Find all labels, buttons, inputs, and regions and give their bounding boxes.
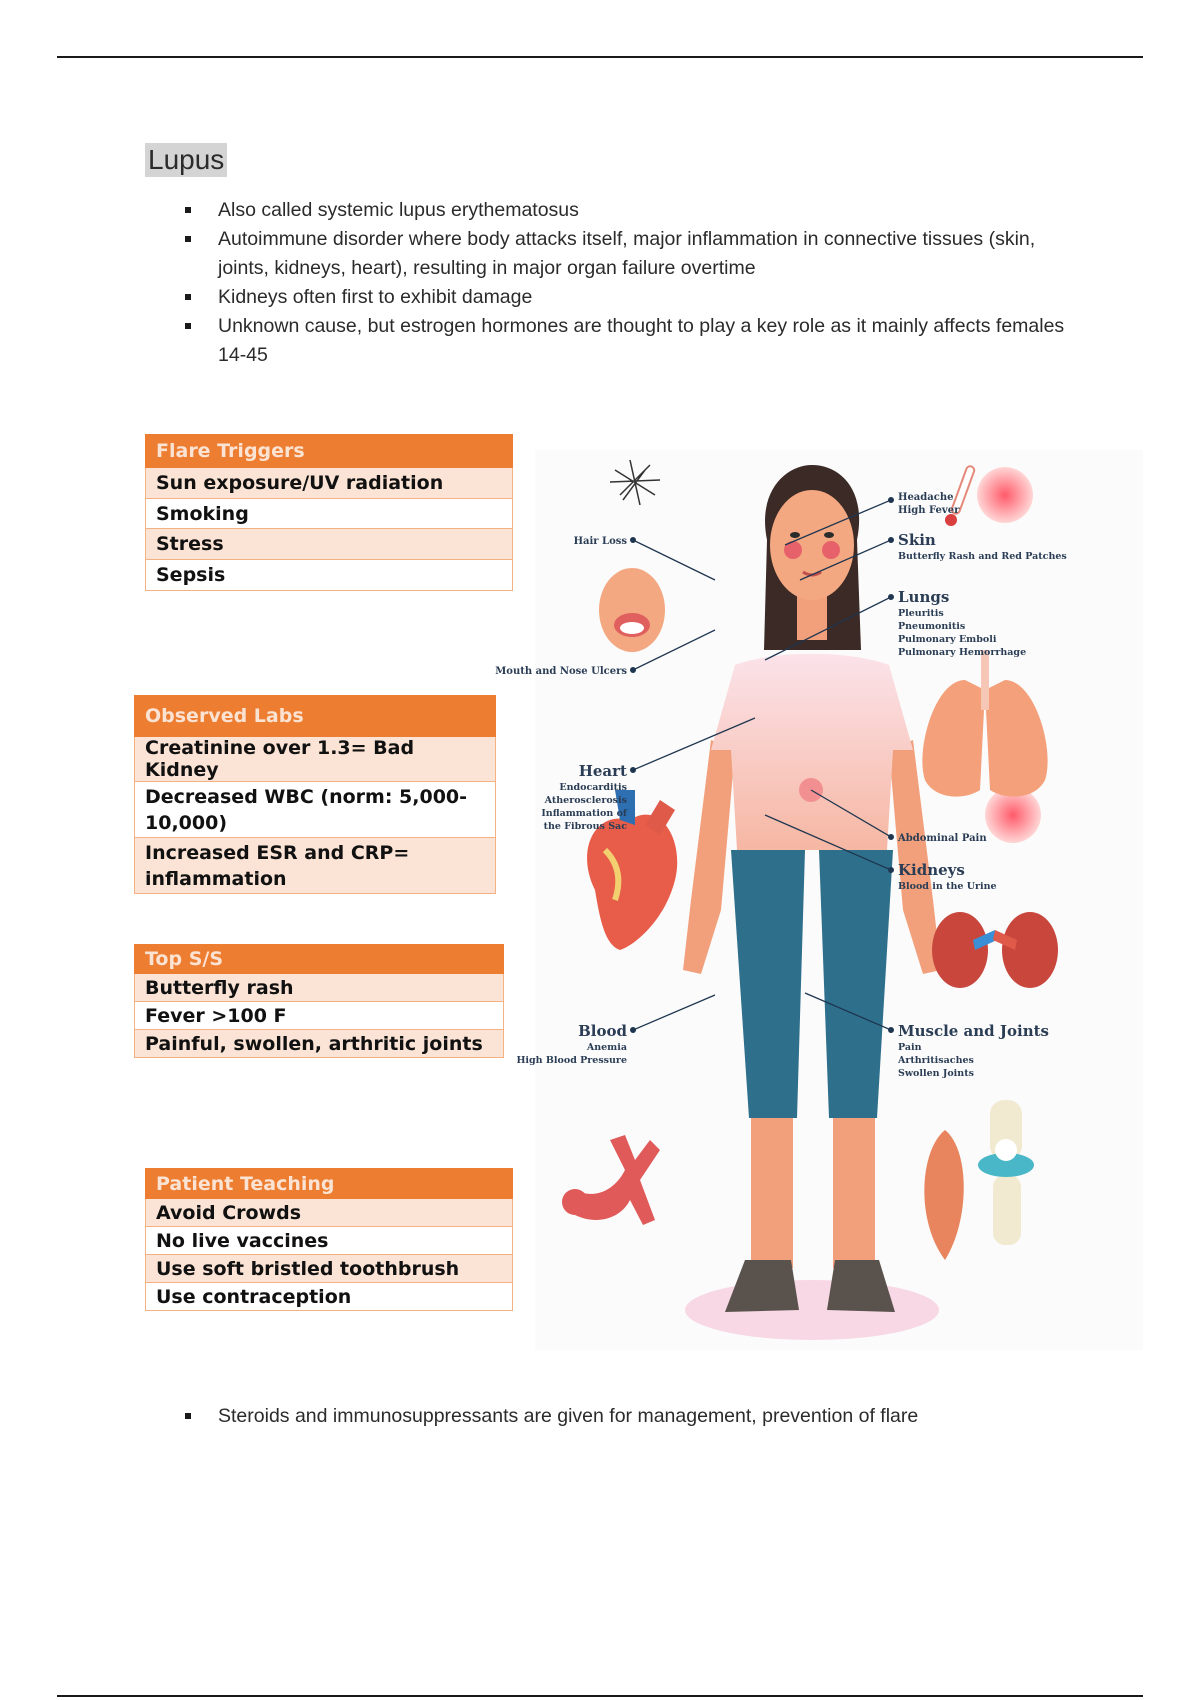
lupus-symptoms-illustration — [495, 450, 1143, 1350]
patient-teaching-table — [145, 1168, 513, 1311]
table-cell: No live vaccines — [146, 1227, 513, 1255]
mouth-ulcer-icon — [599, 568, 665, 652]
muscle-title: Muscle and Joints — [898, 1022, 1049, 1040]
left-eye — [790, 532, 800, 538]
closing-bullet-list — [180, 1402, 1080, 1431]
muscle-item: Swollen Joints — [898, 1068, 974, 1079]
floor-shadow — [685, 1280, 939, 1340]
page-title: Lupus — [145, 143, 227, 177]
table-header: Flare Triggers — [146, 435, 513, 468]
table-cell: Sepsis — [146, 560, 513, 591]
lungs-item: Pulmonary Hemorrhage — [898, 647, 1027, 658]
headache-glow-icon — [977, 467, 1033, 523]
table-cell: Butterfly rash — [135, 974, 504, 1002]
lungs-title: Lungs — [898, 588, 950, 606]
table-cell: Increased ESR and CRP= inflammation — [135, 838, 496, 894]
bottom-rule — [57, 1695, 1143, 1697]
table-cell: Stress — [146, 529, 513, 560]
blood-title: Blood — [578, 1022, 627, 1040]
table-cell: Avoid Crowds — [146, 1199, 513, 1227]
muscle-item: Pain — [898, 1042, 922, 1053]
lower-leg-right — [833, 1118, 875, 1268]
bullet-item: Also called systemic lupus erythematosus — [180, 196, 1080, 225]
lungs-item: Pleuritis — [898, 608, 944, 619]
lungs-item: Pneumonitis — [898, 621, 966, 632]
muscle-item: Arthritisaches — [898, 1055, 974, 1066]
table-cell: Smoking — [146, 499, 513, 529]
flare-triggers-table — [145, 434, 513, 591]
kidneys-item: Blood in the Urine — [898, 881, 997, 892]
top-rule — [57, 56, 1143, 58]
hair-loss-label: Hair Loss — [573, 536, 627, 547]
fever-label: High Fever — [898, 505, 960, 516]
right-cheek-rash — [822, 541, 840, 559]
kidneys-title: Kidneys — [898, 861, 965, 879]
bullet-item: Autoimmune disorder where body attacks itself, major inflammation in connective tissues (skin, joints, kidneys, heart), resulting in major organ failure overtime — [180, 225, 1080, 283]
heart-title: Heart — [578, 762, 627, 780]
heart-item: the Fibrous Sac — [543, 821, 627, 832]
shirt — [711, 654, 913, 850]
bullet-item: Kidneys often first to exhibit damage — [180, 283, 1080, 312]
skin-item: Butterfly Rash and Red Patches — [898, 551, 1067, 562]
intro-bullet-list — [180, 196, 1080, 370]
lungs-item: Pulmonary Emboli — [898, 634, 997, 645]
table-cell: Creatinine over 1.3= Bad Kidney — [135, 737, 496, 782]
abdominal-pain-label: Abdominal Pain — [898, 833, 987, 844]
mouth-ulcers-label: Mouth and Nose Ulcers — [495, 666, 627, 677]
blood-item: Anemia — [586, 1042, 627, 1053]
table-header: Patient Teaching — [146, 1169, 513, 1199]
table-cell: Decreased WBC (norm: 5,000-10,000) — [135, 782, 496, 838]
heart-item: Endocarditis — [559, 782, 627, 793]
bullet-item: Unknown cause, but estrogen hormones are thought to play a key role as it mainly affects females 14-45 — [180, 312, 1080, 370]
top-ss-table — [134, 944, 504, 1058]
table-cell: Use contraception — [146, 1283, 513, 1311]
table-cell: Fever >100 F — [135, 1002, 504, 1030]
table-header: Observed Labs — [135, 696, 496, 737]
table-header: Top S/S — [135, 945, 504, 974]
right-eye — [824, 532, 834, 538]
blood-item: High Blood Pressure — [516, 1055, 627, 1066]
skin-title: Skin — [898, 531, 936, 549]
face — [770, 490, 854, 600]
heart-item: Atherosclerosis — [544, 795, 627, 806]
table-cell: Sun exposure/UV radiation — [146, 468, 513, 499]
table-cell: Use soft bristled toothbrush — [146, 1255, 513, 1283]
heart-item: Inflammation of — [541, 808, 627, 819]
headache-label: Headache — [898, 492, 954, 503]
lower-leg-left — [751, 1118, 793, 1268]
observed-labs-table — [134, 695, 496, 894]
table-cell: Painful, swollen, arthritic joints — [135, 1030, 504, 1058]
bullet-item: Steroids and immunosuppressants are given for management, prevention of flare — [180, 1402, 1080, 1431]
